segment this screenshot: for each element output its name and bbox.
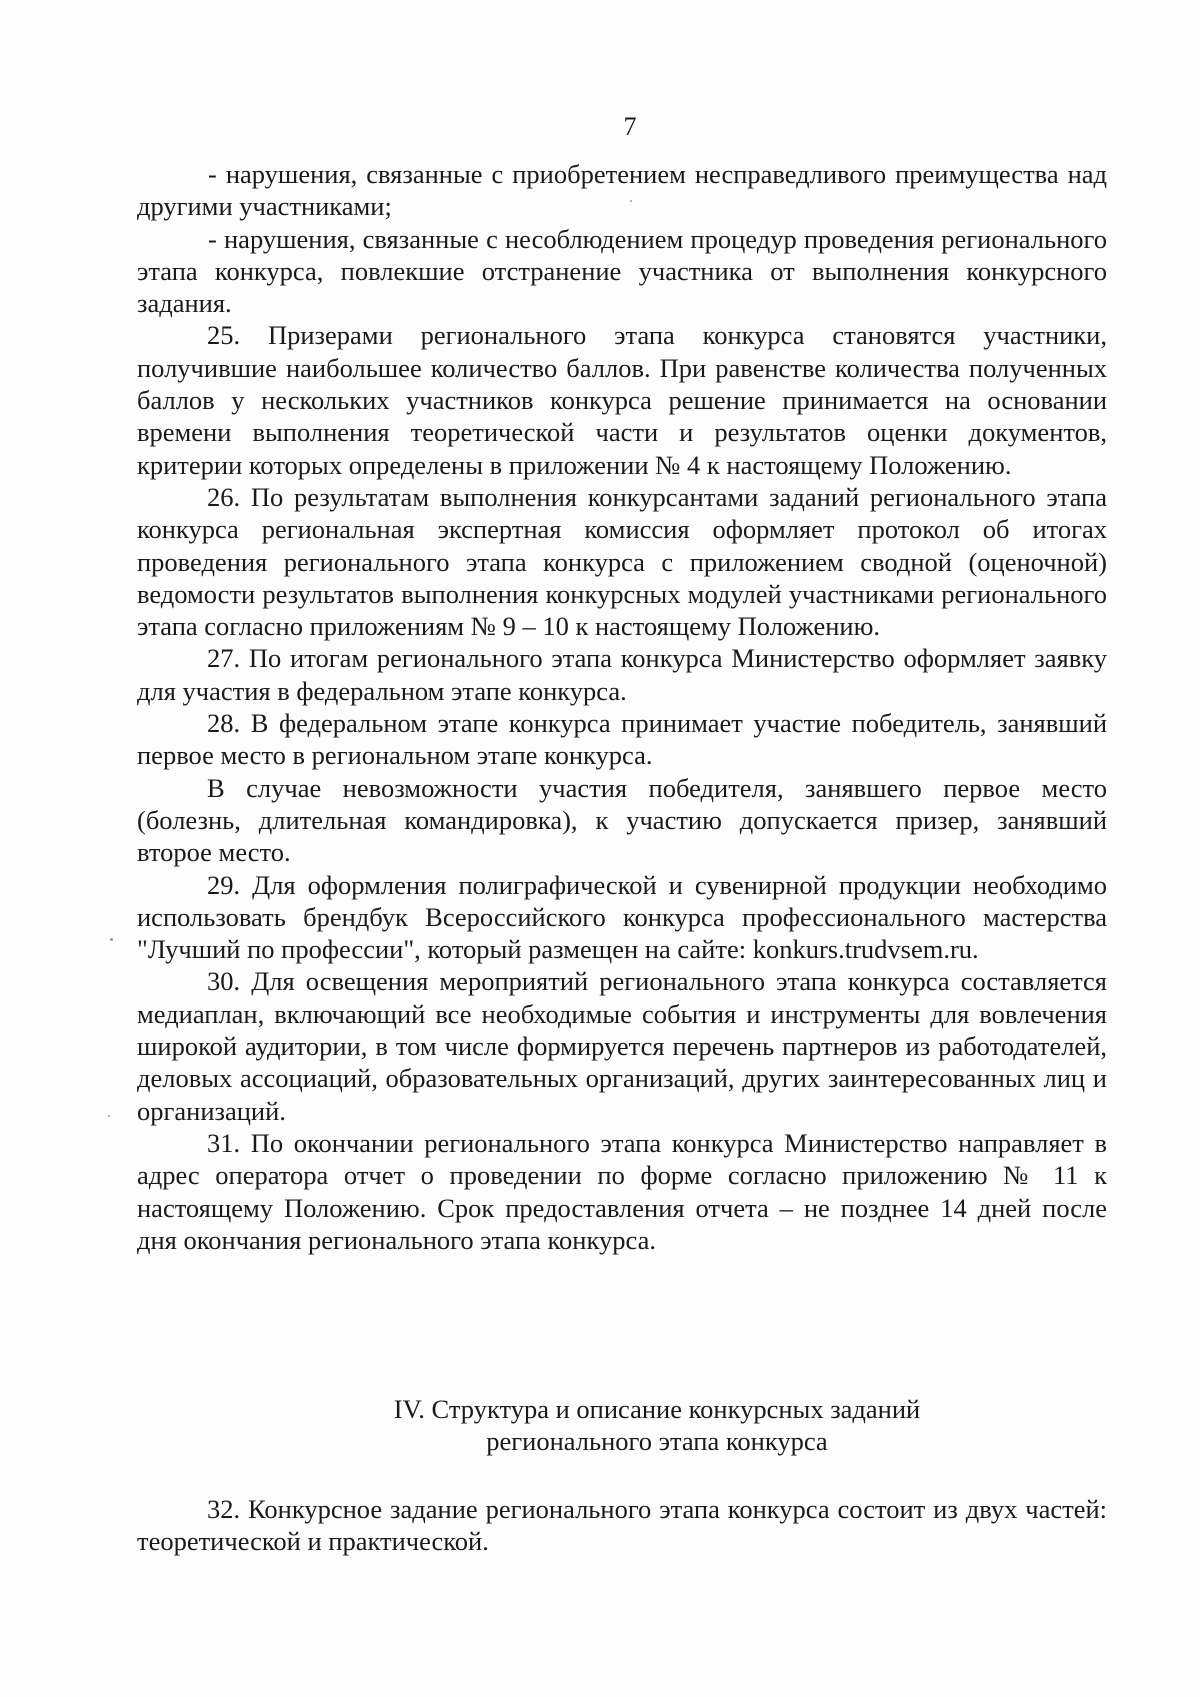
scan-speck — [110, 938, 113, 941]
scan-speck — [108, 1115, 110, 1117]
page-number: 7 — [623, 112, 637, 141]
section-heading-line-1: IV. Структура и описание конкурсных заданий — [393, 1394, 921, 1424]
paragraph-29: 29. Для оформления полиграфической и сувенирной продукции необходимо использовать брендбук Всероссийского конкурса профессионального мастерства "Лучший по профессии", который размещен на сайте: konkurs.trudvsem.ru. — [137, 869, 1107, 965]
scan-speck — [630, 200, 632, 202]
paragraph-28-note: В случае невозможности участия победителя, занявшего первое место (болезнь, длительная командировка), к участию допускается призер, занявший второе место. — [137, 772, 1107, 868]
paragraph-violation-advantage: - нарушения, связанные с приобретением несправедливого преимущества над другими участниками; — [137, 159, 1107, 222]
paragraph-28: 28. В федеральном этапе конкурса принимает участие победитель, занявший первое место в региональном этапе конкурса. — [137, 708, 1107, 771]
paragraph-26: 26. По результатам выполнения конкурсантами заданий регионального этапа конкурса региональная экспертная комиссия оформляет протокол об итогах проведения регионального этапа конкурса с приложением сводной (оценочной) ведомости результатов выполнения конкурсных модулей участниками регионального этапа согласно приложениям № 9 – 10 к настоящему Положению. — [137, 481, 1107, 642]
document-body — [137, 158, 1107, 1256]
paragraph-violation-procedure: - нарушения, связанные с несоблюдением процедур проведения регионального этапа конкурса, повлекшие отстранение участника от выполнения конкурсного задания. — [137, 223, 1107, 319]
section-heading — [137, 1393, 1107, 1458]
paragraph-31: 31. По окончании регионального этапа конкурса Министерство направляет в адрес оператора отчет о проведении по форме согласно приложению № 11 к настоящему Положению. Срок предоставления отчета – не позднее 14 дней после дня окончания регионального этапа конкурса. — [137, 1127, 1107, 1255]
paragraph-30: 30. Для освещения мероприятий регионального этапа конкурса составляется медиаплан, включающий все необходимые события и инструменты для вовлечения широкой аудитории, в том числе формируется перечень партнеров из работодателей, деловых ассоциаций, образовательных организаций, других заинтересованных лиц и организаций. — [137, 966, 1107, 1126]
paragraph-25: 25. Призерами регионального этапа конкурса становятся участники, получившие наибольшее количество баллов. При равенстве количества полученных баллов у нескольких участников конкурса решение принимается на основании времени выполнения теоретической части и результатов оценки документов, критерии которых определены в приложении № 4 к настоящему Положению. — [137, 320, 1107, 480]
section-body — [137, 1493, 1107, 1558]
paragraph-27: 27. По итогам регионального этапа конкурса Министерство оформляет заявку для участия в федеральном этапе конкурса. — [137, 643, 1107, 706]
paragraph-32: 32. Конкурсное задание регионального этапа конкурса состоит из двух частей: теоретической и практической. — [137, 1494, 1107, 1557]
section-heading-line-2: регионального этапа конкурса — [486, 1426, 828, 1457]
